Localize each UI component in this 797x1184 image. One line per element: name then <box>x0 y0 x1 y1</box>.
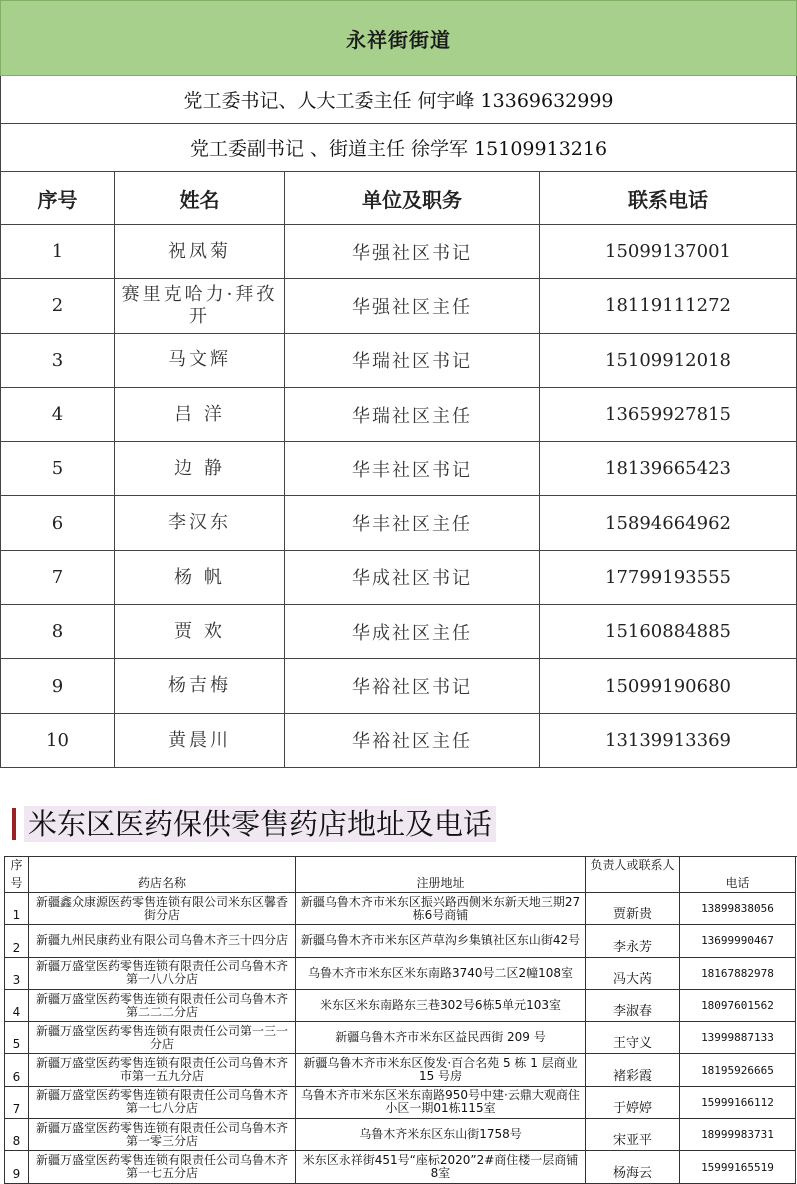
row-store-name: 新疆万盛堂医药零售连锁有限责任公司乌鲁木齐第一零三分店 <box>29 1119 296 1151</box>
row-store-name: 新疆鑫众康源医药零售连锁有限公司米东区馨香街分店 <box>29 893 296 925</box>
table-row <box>0 551 797 605</box>
row-position: 华裕社区书记 <box>285 659 540 713</box>
row-position: 华裕社区主任 <box>285 714 540 768</box>
header-address: 注册地址 <box>296 857 586 893</box>
table-row <box>0 605 797 659</box>
table-row <box>0 334 797 388</box>
header-name: 姓名 <box>115 172 285 225</box>
row-phone: 15099137001 <box>540 225 797 279</box>
row-person: 李淑春 <box>586 990 680 1022</box>
row-person: 于婷婷 <box>586 1087 680 1119</box>
row-position: 华成社区主任 <box>285 605 540 659</box>
row-person: 冯大芮 <box>586 958 680 990</box>
row-no: 3 <box>0 334 115 388</box>
row-position: 华丰社区书记 <box>285 442 540 496</box>
table-row <box>5 1087 797 1119</box>
row-phone: 15099190680 <box>540 659 797 713</box>
row-name: 杨吉梅 <box>115 659 285 713</box>
leader-row-1: 党工委书记、人大工委主任 何宇峰 13369632999 <box>0 76 797 124</box>
row-name: 李汉东 <box>115 496 285 550</box>
table-row <box>5 1022 797 1054</box>
section-heading <box>12 806 496 842</box>
table-row <box>5 1054 797 1086</box>
table-row <box>5 925 797 957</box>
row-phone: 15160884885 <box>540 605 797 659</box>
header-phone: 电话 <box>680 857 796 893</box>
row-store-name: 新疆万盛堂医药零售连锁有限责任公司乌鲁木齐第一七五分店 <box>29 1151 296 1183</box>
row-no: 8 <box>0 605 115 659</box>
table-row <box>5 1151 797 1183</box>
row-address: 新疆乌鲁木齐市米东区俊发·百合名苑 5 栋 1 层商业 15 号房 <box>296 1054 586 1086</box>
header-no: 序号 <box>0 172 115 225</box>
row-name: 边 静 <box>115 442 285 496</box>
row-store-name: 新疆万盛堂医药零售连锁有限责任公司乌鲁木齐第二二二分店 <box>29 990 296 1022</box>
row-address: 乌鲁木齐市米东区米东南路950号中建·云鼎大观商住小区一期01栋115室 <box>296 1087 586 1119</box>
row-no: 4 <box>5 990 29 1022</box>
leader-row-2: 党工委副书记 、街道主任 徐学军 15109913216 <box>0 124 797 172</box>
table-row <box>0 442 797 496</box>
row-phone: 13999887133 <box>680 1022 796 1054</box>
row-no: 2 <box>0 279 115 333</box>
row-phone: 18195926665 <box>680 1054 796 1086</box>
table-row <box>5 1119 797 1151</box>
row-no: 10 <box>0 714 115 768</box>
row-no: 9 <box>0 659 115 713</box>
row-name: 杨 帆 <box>115 551 285 605</box>
row-person: 王守义 <box>586 1022 680 1054</box>
table-row <box>0 659 797 713</box>
header-position: 单位及职务 <box>285 172 540 225</box>
table-title: 永祥街街道 <box>0 0 797 76</box>
row-no: 2 <box>5 925 29 957</box>
row-phone: 18119111272 <box>540 279 797 333</box>
row-no: 3 <box>5 958 29 990</box>
row-store-name: 新疆万盛堂医药零售连锁有限责任公司乌鲁木齐第一七八分店 <box>29 1087 296 1119</box>
row-no: 8 <box>5 1119 29 1151</box>
row-position: 华瑞社区书记 <box>285 334 540 388</box>
row-store-name: 新疆九州民康药业有限公司乌鲁木齐三十四分店 <box>29 925 296 957</box>
row-phone: 15109912018 <box>540 334 797 388</box>
row-name: 黄晨川 <box>115 714 285 768</box>
row-address: 乌鲁木齐米东区东山街1758号 <box>296 1119 586 1151</box>
row-position: 华成社区书记 <box>285 551 540 605</box>
row-phone: 18999983731 <box>680 1119 796 1151</box>
table-row <box>5 893 797 925</box>
row-phone: 17799193555 <box>540 551 797 605</box>
row-no: 7 <box>0 551 115 605</box>
header-no <box>5 857 29 893</box>
row-address: 新疆乌鲁木齐市米东区益民西街 209 号 <box>296 1022 586 1054</box>
row-person: 李永芳 <box>586 925 680 957</box>
row-name: 贾 欢 <box>115 605 285 659</box>
row-no: 7 <box>5 1087 29 1119</box>
row-person: 宋亚平 <box>586 1119 680 1151</box>
row-phone: 18167882978 <box>680 958 796 990</box>
row-address: 新疆乌鲁木齐市米东区芦草沟乡集镇社区东山街42号 <box>296 925 586 957</box>
row-phone: 18139665423 <box>540 442 797 496</box>
row-phone: 15999166112 <box>680 1087 796 1119</box>
row-no: 5 <box>0 442 115 496</box>
section-title: 米东区医药保供零售药店地址及电话 <box>24 806 496 842</box>
row-position: 华强社区主任 <box>285 279 540 333</box>
row-store-name: 新疆万盛堂医药零售连锁有限责任公司乌鲁木齐市第一五九分店 <box>29 1054 296 1086</box>
header-phone: 联系电话 <box>540 172 797 225</box>
row-no: 4 <box>0 388 115 442</box>
row-no: 5 <box>5 1022 29 1054</box>
row-position: 华丰社区主任 <box>285 496 540 550</box>
header-no-top: 序 <box>10 858 23 872</box>
row-phone: 13699990467 <box>680 925 796 957</box>
section-accent-bar <box>12 808 16 840</box>
row-phone: 15999165519 <box>680 1151 796 1183</box>
row-phone: 15894664962 <box>540 496 797 550</box>
row-store-name: 新疆万盛堂医药零售连锁有限责任公司乌鲁木齐第一八八分店 <box>29 958 296 990</box>
row-name: 吕 洋 <box>115 388 285 442</box>
row-position: 华强社区书记 <box>285 225 540 279</box>
row-no: 1 <box>5 893 29 925</box>
row-address: 新疆乌鲁木齐市米东区振兴路西侧米东新天地三期27栋6号商铺 <box>296 893 586 925</box>
row-person: 褚彩霞 <box>586 1054 680 1086</box>
row-phone: 13899838056 <box>680 893 796 925</box>
table-header-row <box>5 857 797 893</box>
header-person: 负责人或联系人 <box>586 857 680 893</box>
header-store-name: 药店名称 <box>29 857 296 893</box>
row-no: 1 <box>0 225 115 279</box>
table-row <box>0 279 797 333</box>
row-phone: 13139913369 <box>540 714 797 768</box>
row-address: 乌鲁木齐市米东区米东南路3740号二区2幢108室 <box>296 958 586 990</box>
row-name: 马文辉 <box>115 334 285 388</box>
header-no-bottom: 号 <box>10 876 23 890</box>
row-no: 6 <box>5 1054 29 1086</box>
row-person: 杨海云 <box>586 1151 680 1183</box>
row-name: 祝凤菊 <box>115 225 285 279</box>
table-row <box>0 496 797 550</box>
row-phone: 18097601562 <box>680 990 796 1022</box>
table-row <box>5 990 797 1022</box>
row-phone: 13659927815 <box>540 388 797 442</box>
row-name: 赛里克哈力·拜孜开 <box>115 279 285 333</box>
pharmacy-table <box>4 856 797 1184</box>
row-address: 米东区永祥街451号“座标2020”2#商住楼一层商铺8室 <box>296 1151 586 1183</box>
table-row <box>0 225 797 279</box>
table-row <box>0 388 797 442</box>
row-position: 华瑞社区主任 <box>285 388 540 442</box>
row-no: 9 <box>5 1151 29 1183</box>
row-no: 6 <box>0 496 115 550</box>
row-person: 贾新贵 <box>586 893 680 925</box>
row-address: 米东区米东南路东三巷302号6栋5单元103室 <box>296 990 586 1022</box>
table-row <box>0 714 797 768</box>
row-store-name: 新疆万盛堂医药零售连锁有限责任公司第一三一分店 <box>29 1022 296 1054</box>
table-header-row <box>0 172 797 225</box>
table-row <box>5 958 797 990</box>
